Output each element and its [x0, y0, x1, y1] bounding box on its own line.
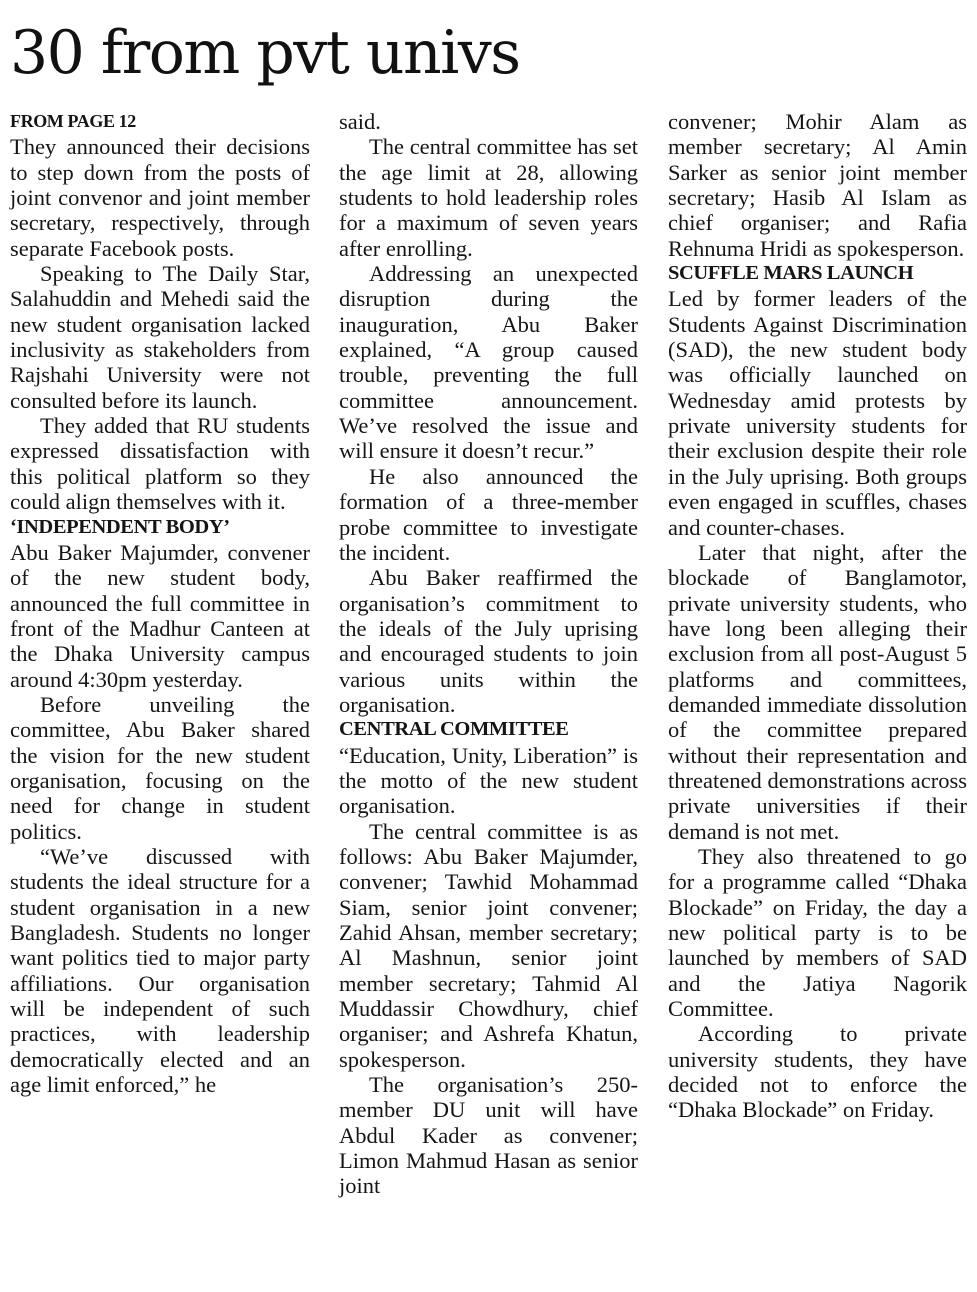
paragraph: Later that night, after the blockade of Banglamotor, private university students, who have long been alleging their exclusion from all post-August 5 platforms and committees, demanded immediate dissolution of the committee prepared without their representation and threatened demonstrations across private universities if their demand is not met. [668, 539, 967, 844]
paragraph: said. [339, 109, 381, 134]
paragraph: According to private university students, they have decided not to enforce the “Dhaka Blockade” on Friday. [668, 1021, 967, 1123]
subheading-independent-body: ‘INDEPENDENT BODY’ [10, 515, 230, 538]
subheading-scuffle-mars-launch: SCUFFLE MARS LAUNCH [668, 262, 914, 285]
paragraph: Addressing an unexpected disruption during the inauguration, Abu Baker explained, “A group caused trouble, preventing the full committee announcement. We’ve resolved the issue and will ensure it doesn’t recur.” [339, 261, 638, 464]
continued-from-label: FROM PAGE 12 [10, 111, 136, 131]
paragraph: He also announced the formation of a three-member probe committee to investigate the incident. [339, 463, 638, 565]
paragraph: “Education, Unity, Liberation” is the motto of the new student organisation. [339, 742, 638, 819]
paragraph: Abu Baker Majumder, convener of the new student body, announced the full committee in front of the Madhur Canteen at the Dhaka University campus around 4:30pm yesterday. [10, 539, 310, 692]
column-2 [339, 109, 638, 1199]
subheading-central-committee: CENTRAL COMMITTEE [339, 718, 569, 741]
column-1 [10, 109, 310, 1097]
paragraph: Speaking to The Daily Star, Salahuddin and Mehedi said the new student organisation lacked inclusivity as stakeholders from Rajshahi University were not consulted before its launch. [10, 261, 310, 413]
paragraph: Led by former leaders of the Students Against Discrimination (SAD), the new student body was officially launched on Wednesday amid protests by private university students for their exclusion despite their role in the July uprising. Both groups even engaged in scuffles, chases and counter-chases. [668, 286, 967, 540]
paragraph: The organisation’s 250-member DU unit will have Abdul Kader as convener; Limon Mahmud Hasan as senior joint [339, 1072, 638, 1199]
paragraph: Before unveiling the committee, Abu Baker shared the vision for the new student organisation, focusing on the need for change in student politics. [10, 691, 310, 844]
column-3 [668, 109, 967, 1123]
paragraph: convener; Mohir Alam as member secretary; Al Amin Sarker as senior joint member secretary; Hasib Al Islam as chief organiser; and Rafia Rehnuma Hridi as spokesperson. [668, 109, 967, 261]
paragraph: They also threatened to go for a programme called “Dhaka Blockade” on Friday, the day a new political party is to be launched by members of SAD and the Jatiya Nagorik Committee. [668, 843, 967, 1022]
paragraph: They announced their decisions to step down from the posts of joint convenor and joint member secretary, respectively, through separate Facebook posts. [10, 134, 310, 261]
paragraph: Abu Baker reaffirmed the organisation’s commitment to the ideals of the July uprising and encouraged students to join various units within the organisation. [339, 565, 638, 717]
paragraph: They added that RU students expressed dissatisfaction with this political platform so they could align themselves with it. [10, 413, 310, 515]
paragraph: The central committee is as follows: Abu Baker Majumder, convener; Tawhid Mohammad Siam, senior joint convener; Zahid Ahsan, member secretary; Al Mashnun, senior joint member secretary; Tahmid Al Muddassir Chowdhury, chief organiser; and Ashrefa Khatun, spokesperson. [339, 818, 638, 1072]
paragraph: The central committee has set the age limit at 28, allowing students to hold leadership roles for a maximum of seven years after enrolling. [339, 134, 638, 261]
headline: 30 from pvt univs [10, 18, 520, 88]
paragraph: “We’ve discussed with students the ideal structure for a student organisation in a new Bangladesh. Students no longer want politics tied to major party affiliations. Our organisation will be independent of such practices, with leadership democratically elected and an age limit enforced,” he [10, 843, 310, 1098]
